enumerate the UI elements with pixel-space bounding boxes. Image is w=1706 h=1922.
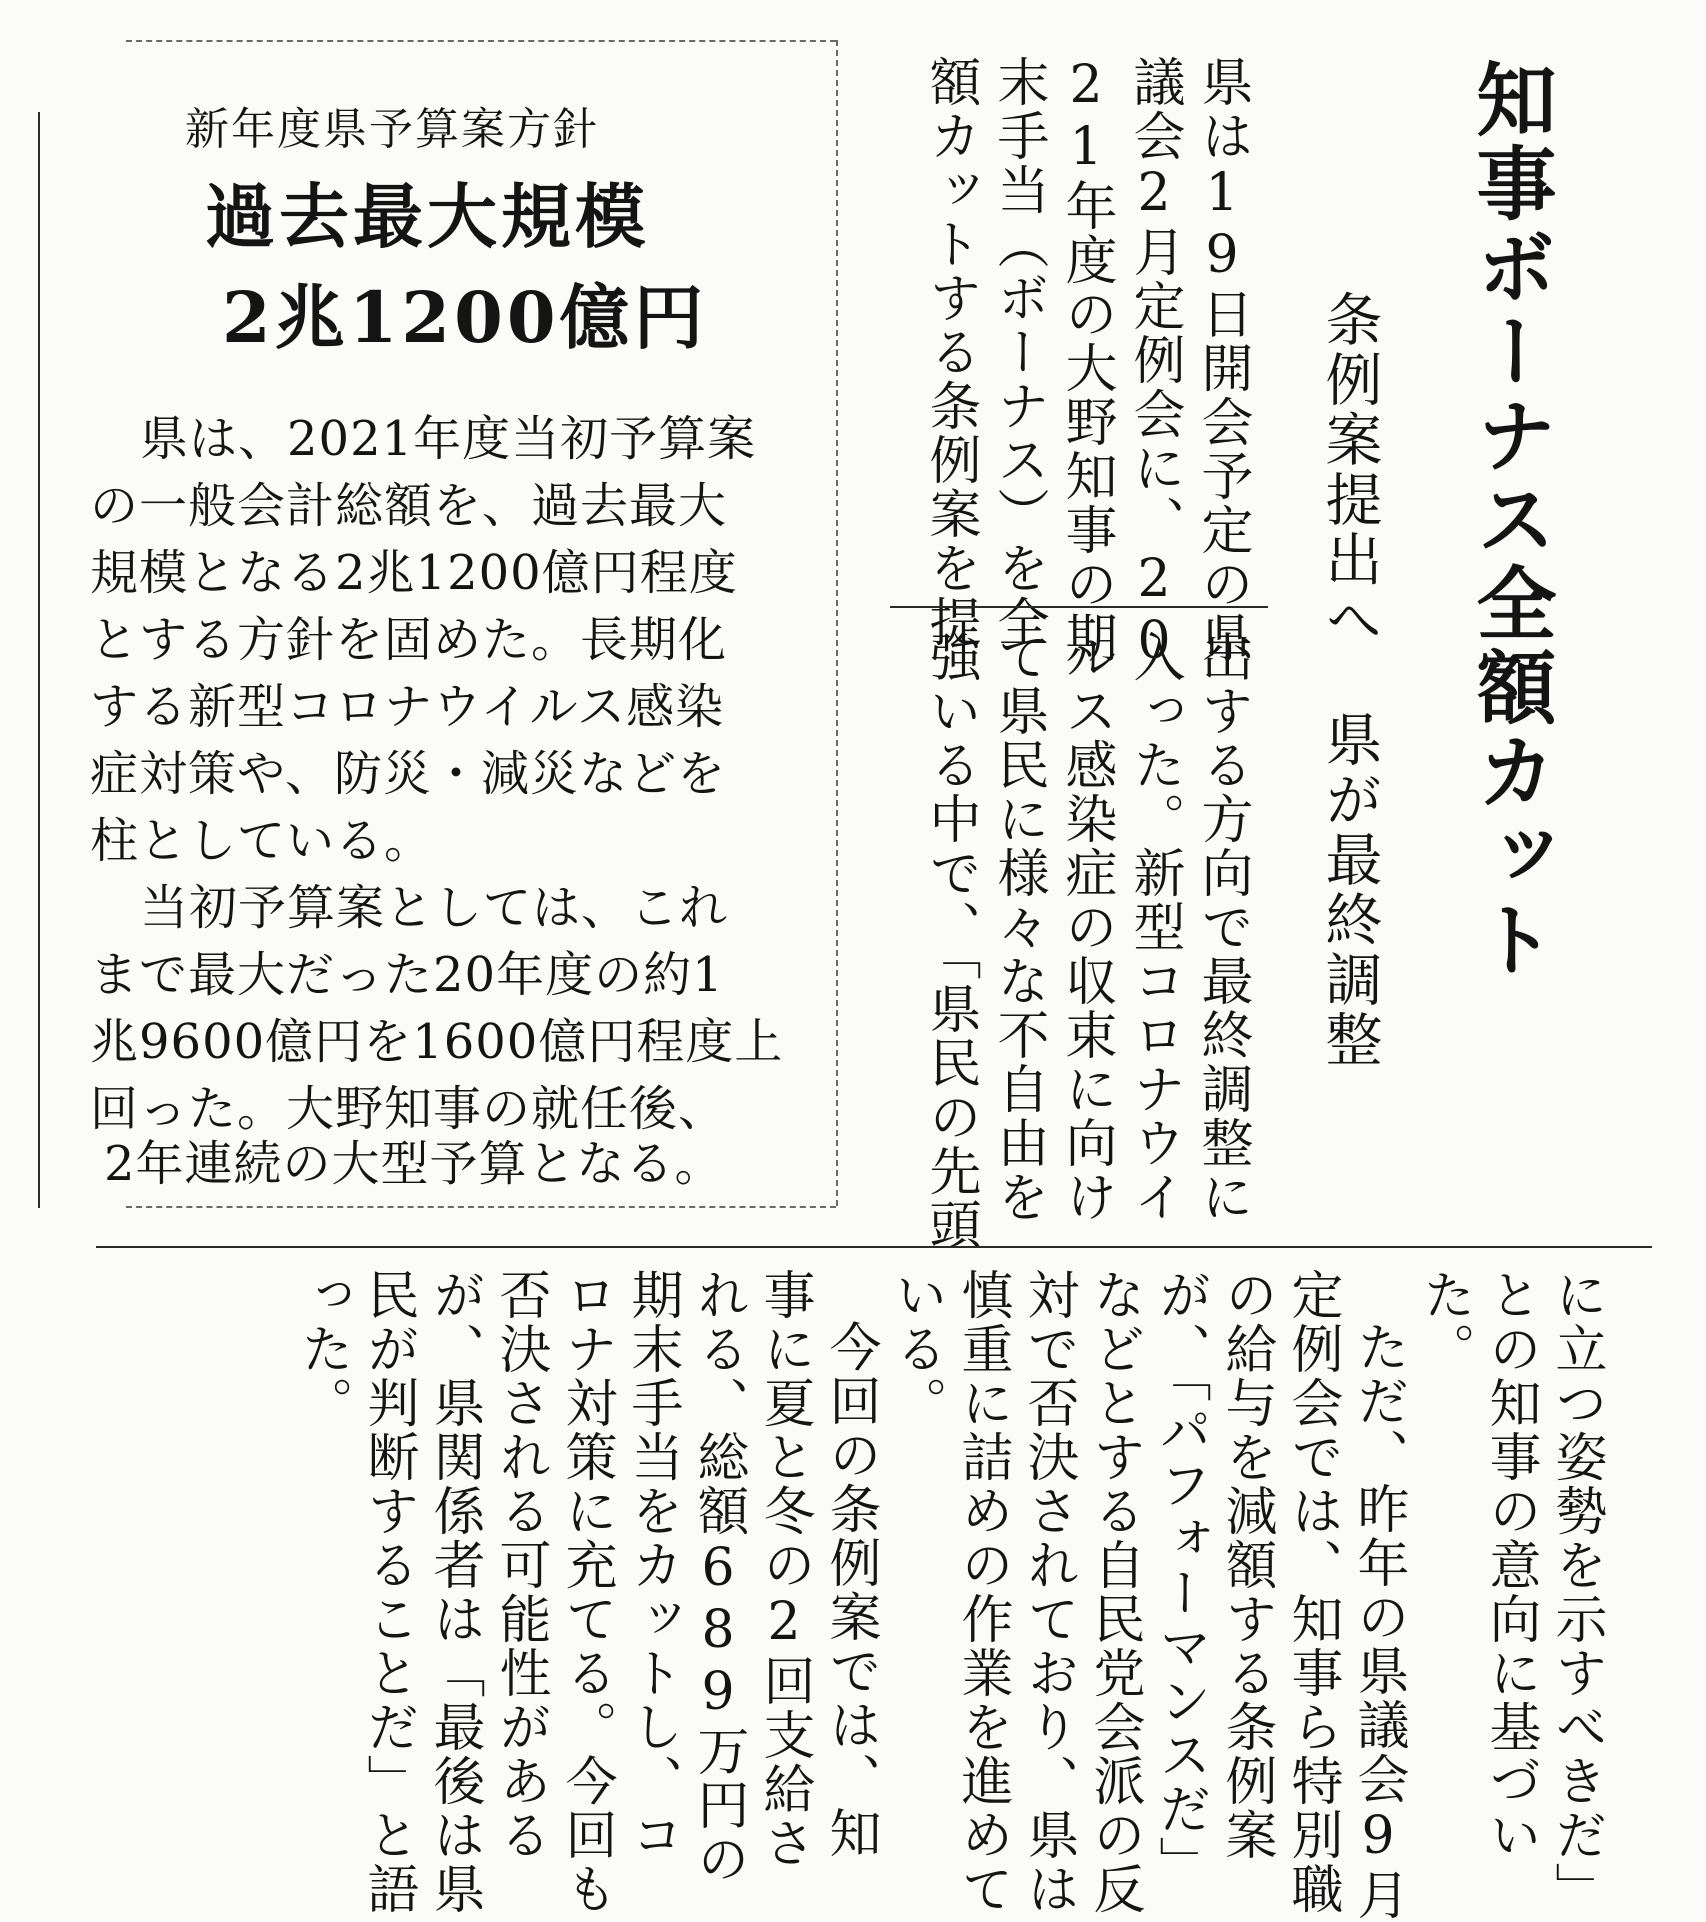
- lower-column-20: った。: [292, 1268, 352, 1430]
- lower-column-2: との知事の意向に基づい: [1480, 1268, 1540, 1862]
- middle-column-1: 出する方向で最終調整に: [1192, 630, 1252, 1224]
- box-line-11: 回った。大野知事の就任後、: [90, 1081, 728, 1137]
- upper-block-separator: [890, 606, 1268, 608]
- article-headline: 知事ボーナス全額カット: [1463, 58, 1557, 982]
- box-line-12: 2年連続の大型予算となる。: [104, 1136, 724, 1192]
- lower-column-15: 期末手当をカットし、コ: [622, 1268, 682, 1862]
- article-subhead: 条例案提出へ 県が最終調整: [1316, 290, 1382, 1070]
- lower-column-17: 否決される可能性がある: [490, 1268, 550, 1862]
- lower-column-19: 民が判断することだ」と語: [358, 1268, 418, 1916]
- box-border-left: [38, 112, 40, 1208]
- upper-column-3: 21年度の大野知事の期: [1056, 55, 1116, 665]
- lower-column-1: に立つ姿勢を示すべきだ」: [1546, 1268, 1606, 1916]
- lower-column-7: が、「パフォーマンスだ」: [1150, 1268, 1210, 1890]
- middle-column-5: 強いる中で、「県民の先頭: [920, 630, 980, 1252]
- box-line-3: 規模となる2兆1200億円程度: [90, 545, 738, 601]
- box-border-bottom: [126, 1206, 836, 1208]
- box-title-line-1: 過去最大規模: [205, 175, 649, 258]
- lower-column-12: 今回の条例案では、知: [820, 1320, 880, 1860]
- lower-column-6: の給与を減額する条例案: [1216, 1268, 1276, 1862]
- upper-column-4: 末手当（ボーナス）を全: [988, 55, 1048, 649]
- box-line-8: 当初予算案としては、これ: [140, 880, 729, 936]
- box-line-5: する新型コロナウイルス感染: [90, 679, 725, 735]
- lower-column-10: 慎重に詰めの作業を進めて: [952, 1268, 1012, 1916]
- box-line-1: 県は、2021年度当初予算案: [140, 411, 757, 467]
- lower-column-13: 事に夏と冬の2回支給さ: [754, 1268, 814, 1870]
- upper-column-2: 議会2月定例会に、20: [1124, 55, 1184, 673]
- box-line-6: 症対策や、防災・減災などを: [90, 746, 727, 802]
- box-line-7: 柱としている。: [90, 813, 434, 869]
- box-kicker: 新年度県予算案方針: [185, 104, 599, 155]
- upper-column-5: 額カットする条例案を提: [920, 55, 980, 649]
- lower-column-14: れる、総額689万円の: [688, 1268, 748, 1886]
- section-separator: [96, 1246, 1652, 1248]
- box-line-10: 兆9600億円を1600億円程度上: [90, 1014, 784, 1070]
- box-border-top: [126, 40, 836, 42]
- middle-column-4: て県民に様々な不自由を: [988, 630, 1048, 1224]
- middle-column-2: 入った。新型コロナウイ: [1124, 630, 1184, 1224]
- lower-column-5: 定例会では、知事ら特別職: [1282, 1268, 1342, 1916]
- lower-column-16: ロナ対策に充てる。今回も: [556, 1268, 616, 1916]
- box-title-line-2: 2兆1200億円: [222, 276, 708, 359]
- upper-column-1: 県は19日開会予定の県: [1192, 55, 1252, 665]
- lower-column-11: いる。: [886, 1268, 946, 1430]
- box-line-9: まで最大だった20年度の約1: [90, 947, 724, 1003]
- middle-column-3: ルス感染症の収束に向け: [1056, 630, 1116, 1224]
- lower-column-8: などとする自民党会派の反: [1084, 1268, 1144, 1916]
- box-line-4: とする方針を固めた。長期化: [90, 612, 728, 668]
- lower-column-4: ただ、昨年の県議会9月: [1348, 1320, 1408, 1922]
- box-border-right: [836, 40, 838, 1206]
- box-line-2: の一般会計総額を、過去最大: [90, 478, 728, 534]
- lower-column-9: 対で否決されており、県は: [1018, 1268, 1078, 1916]
- lower-column-3: た。: [1414, 1268, 1474, 1376]
- lower-column-18: が、県関係者は「最後は県: [424, 1268, 484, 1916]
